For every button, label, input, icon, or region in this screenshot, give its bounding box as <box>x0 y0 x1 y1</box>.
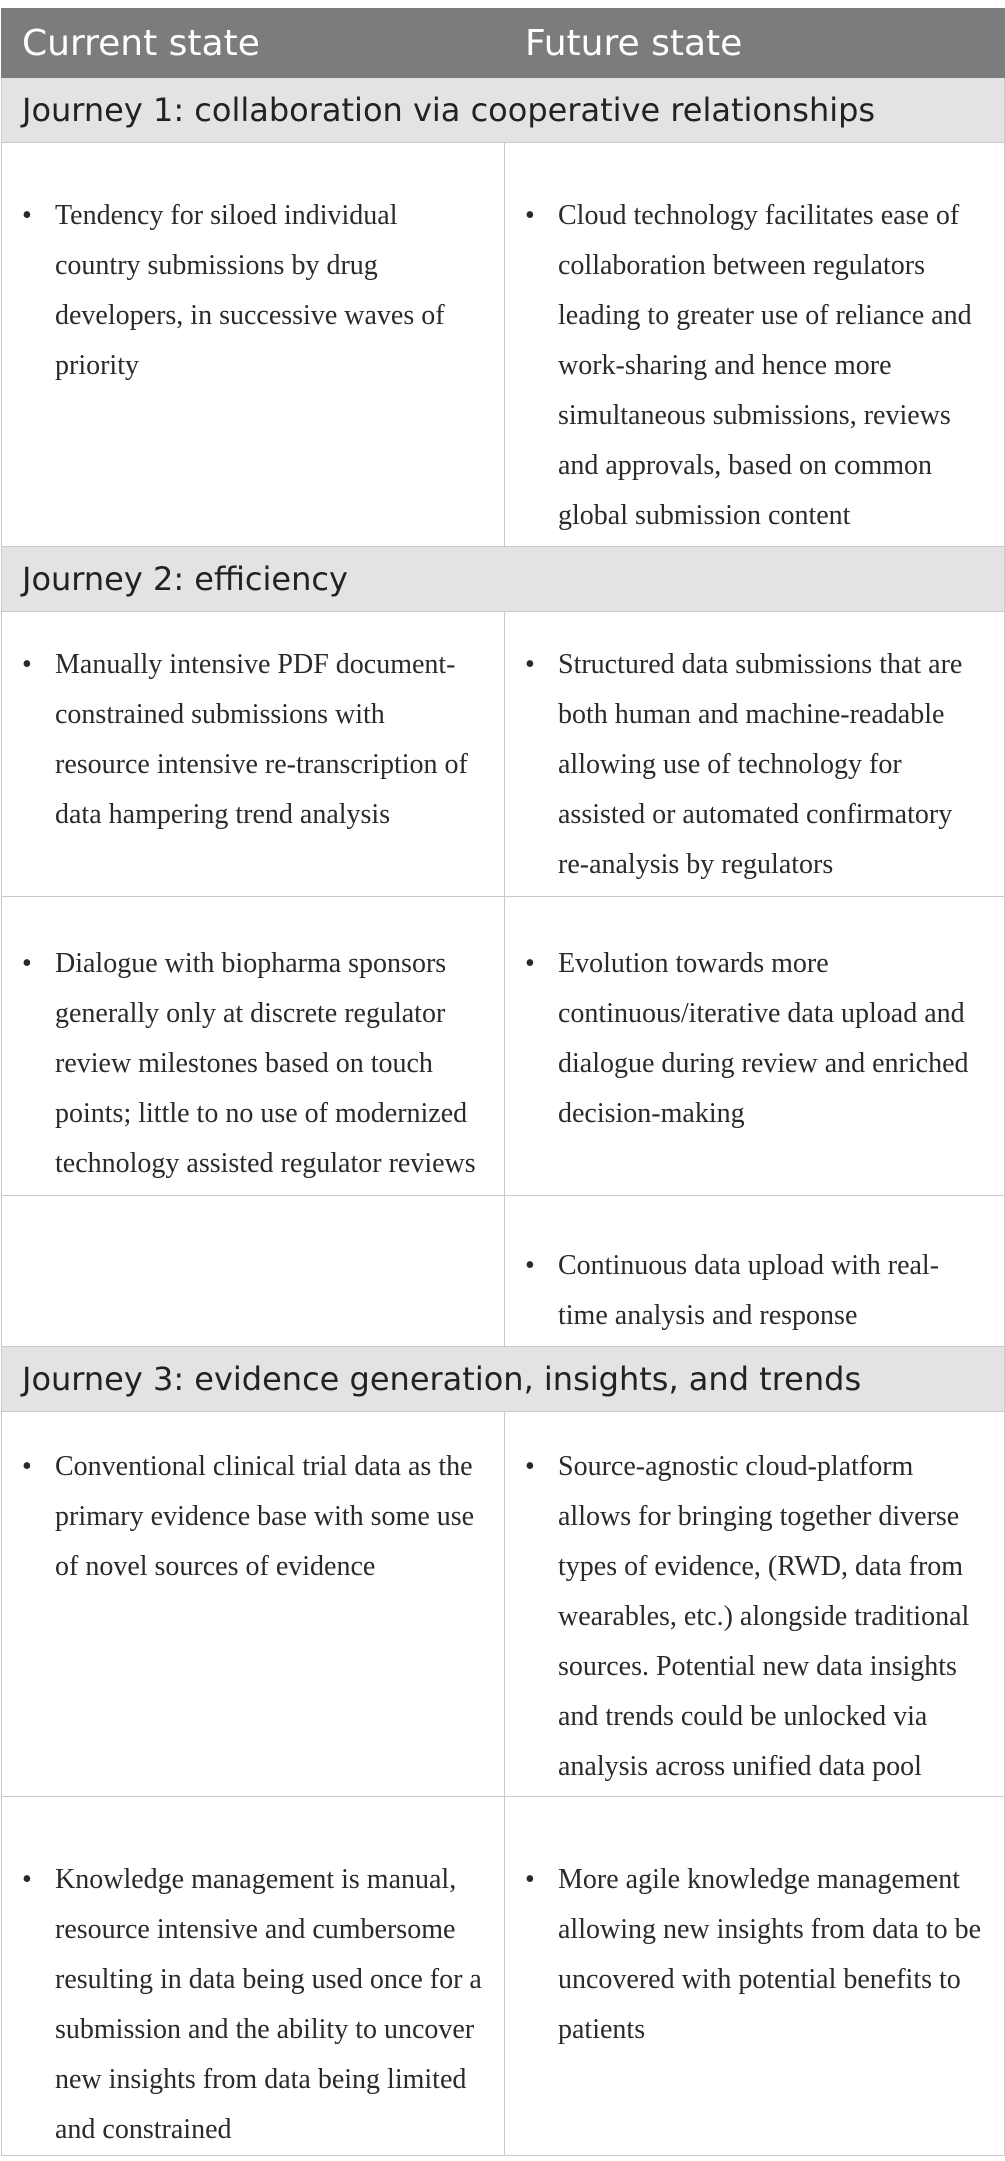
current-state-cell <box>2 1412 505 1797</box>
comparison-table <box>1 8 1005 2156</box>
future-state-cell <box>505 1797 1005 2156</box>
list-item: • More agile knowledge management allowing new insights from data to be uncovered with potential benefits to patients <box>525 1864 982 2045</box>
table-row <box>2 143 1005 547</box>
section-title: Journey 1: collaboration via cooperative relationships <box>2 78 1005 143</box>
list-item: • Conventional clinical trial data as the primary evidence base with some use of novel sources of evidence <box>22 1451 475 1582</box>
header-current-state: Current state <box>2 9 505 78</box>
table-row <box>2 1412 1005 1797</box>
current-state-cell <box>2 897 505 1196</box>
list-item: • Tendency for siloed individual country submissions by drug developers, in successive waves of priority <box>22 200 445 381</box>
section-row-journey-2 <box>2 547 1005 612</box>
current-state-cell <box>2 1797 505 2156</box>
list-item: • Evolution towards more continuous/iterative data upload and dialogue during review and enriched decision-making <box>525 948 969 1129</box>
table-row <box>2 612 1005 897</box>
current-state-cell <box>2 612 505 897</box>
future-state-cell <box>505 1196 1005 1347</box>
list-item: • Dialogue with biopharma sponsors generally only at discrete regulator review milestones based on touch points; little to no use of modernized technology assisted regulator reviews <box>22 948 476 1179</box>
header-future-state: Future state <box>505 9 1005 78</box>
section-title: Journey 2: efficiency <box>2 547 1005 612</box>
table-header-row <box>2 9 1005 78</box>
future-state-cell <box>505 897 1005 1196</box>
list-item: • Cloud technology facilitates ease of collaboration between regulators leading to greater use of reliance and work-sharing and hence more simultaneous submissions, reviews and approvals, based on common global submission content <box>525 200 972 531</box>
future-state-cell <box>505 143 1005 547</box>
future-state-cell <box>505 1412 1005 1797</box>
section-title: Journey 3: evidence generation, insights, and trends <box>2 1347 1005 1412</box>
section-row-journey-1 <box>2 78 1005 143</box>
table-row <box>2 1196 1005 1347</box>
current-state-cell <box>2 143 505 547</box>
list-item: • Source-agnostic cloud-platform allows for bringing together diverse types of evidence, (RWD, data from wearables, etc.) alongside traditional sources. Potential new data insights and trends could be unlocked via analysis across unified data pool <box>525 1451 970 1782</box>
future-state-cell <box>505 612 1005 897</box>
list-item: • Structured data submissions that are both human and machine-readable allowing use of technology for assisted or automated confirmatory re-analysis by regulators <box>525 649 963 880</box>
table-row <box>2 1797 1005 2156</box>
list-item: • Continuous data upload with real-time analysis and response <box>525 1250 940 1331</box>
list-item: • Knowledge management is manual, resource intensive and cumbersome resulting in data being used once for a submission and the ability to uncover new insights from data being limited and constrained <box>22 1864 482 2145</box>
list-item: • Manually intensive PDF document-constrained submissions with resource intensive re-transcription of data hampering trend analysis <box>22 649 468 830</box>
section-row-journey-3 <box>2 1347 1005 1412</box>
table-row <box>2 897 1005 1196</box>
current-state-cell-empty <box>2 1196 505 1347</box>
